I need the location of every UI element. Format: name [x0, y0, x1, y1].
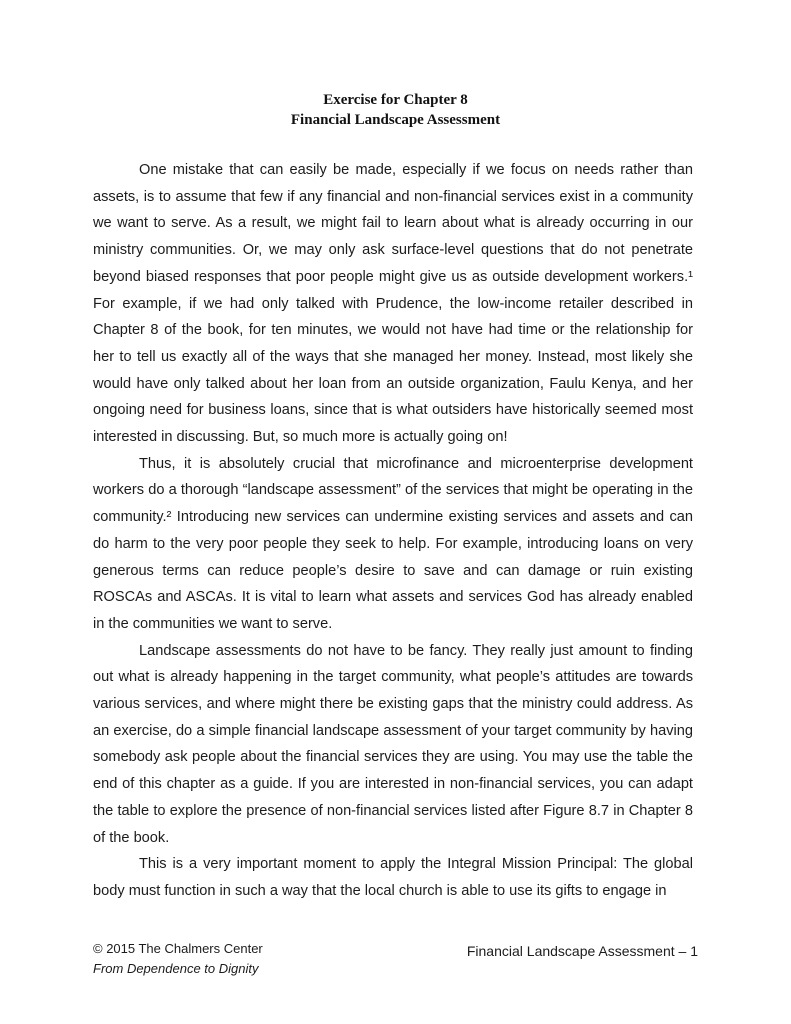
document-title	[0, 90, 791, 130]
footer-book-title: From Dependence to Dignity	[93, 961, 259, 976]
paragraph: This is a very important moment to apply the Integral Mission Principal: The global body must function in such a way that the local church is able to use its gifts to engage in	[93, 856, 693, 899]
paragraph: Thus, it is absolutely crucial that microfinance and microenterprise development workers do a thorough “landscape assessment” of the services that might be operating in the community.² Introducing new services can undermine existing services and assets and can do harm to the very poor people they seek to help. For example, introducing loans on very generous terms can reduce people’s desire to save and can damage or ruin existing ROSCAs and ASCAs. It is vital to learn what assets and services God has already enabled in the communities we want to serve.	[93, 455, 693, 632]
title-line-exercise: Exercise for Chapter 8	[323, 92, 468, 108]
paragraph: Landscape assessments do not have to be fancy. They really just amount to finding out what is already happening in the target community, what people’s attitudes are towards various services, and where might there be existing gaps that the ministry could address. As an exercise, do a simple financial landscape assessment of your target community by having somebody ask people about the financial services they are using. You may use the table the end of this chapter as a guide. If you are interested in non-financial services, you can adapt the table to explore the presence of non-financial services listed after Figure 8.7 in Chapter 8 of the book.	[93, 642, 693, 846]
paragraph: One mistake that can easily be made, especially if we focus on needs rather than assets, is to assume that few if any financial and non-financial services exist in a community we want to serve. As a result, we might fail to learn about what is already occurring in our ministry communities. Or, we may only ask surface-level questions that do not penetrate beyond biased responses that poor people might give us as outside development workers.¹ For example, if we had only talked with Prudence, the low-income retailer described in Chapter 8 of the book, for ten minutes, we would not have had time or the relationship for her to tell us exactly all of the ways that she managed her money. Instead, most likely she would have only talked about her loan from an outside organization, Faulu Kenya, and her ongoing need for business loans, since that is what outsiders have historically seemed most interested in discussing. But, so much more is actually going on!	[93, 162, 693, 446]
footer-left	[93, 939, 263, 979]
body-text	[93, 157, 693, 905]
footer-copyright: © 2015 The Chalmers Center	[93, 941, 263, 956]
title-line-assessment: Financial Landscape Assessment	[290, 112, 501, 128]
footer-page-label: Financial Landscape Assessment – 1	[466, 943, 698, 959]
